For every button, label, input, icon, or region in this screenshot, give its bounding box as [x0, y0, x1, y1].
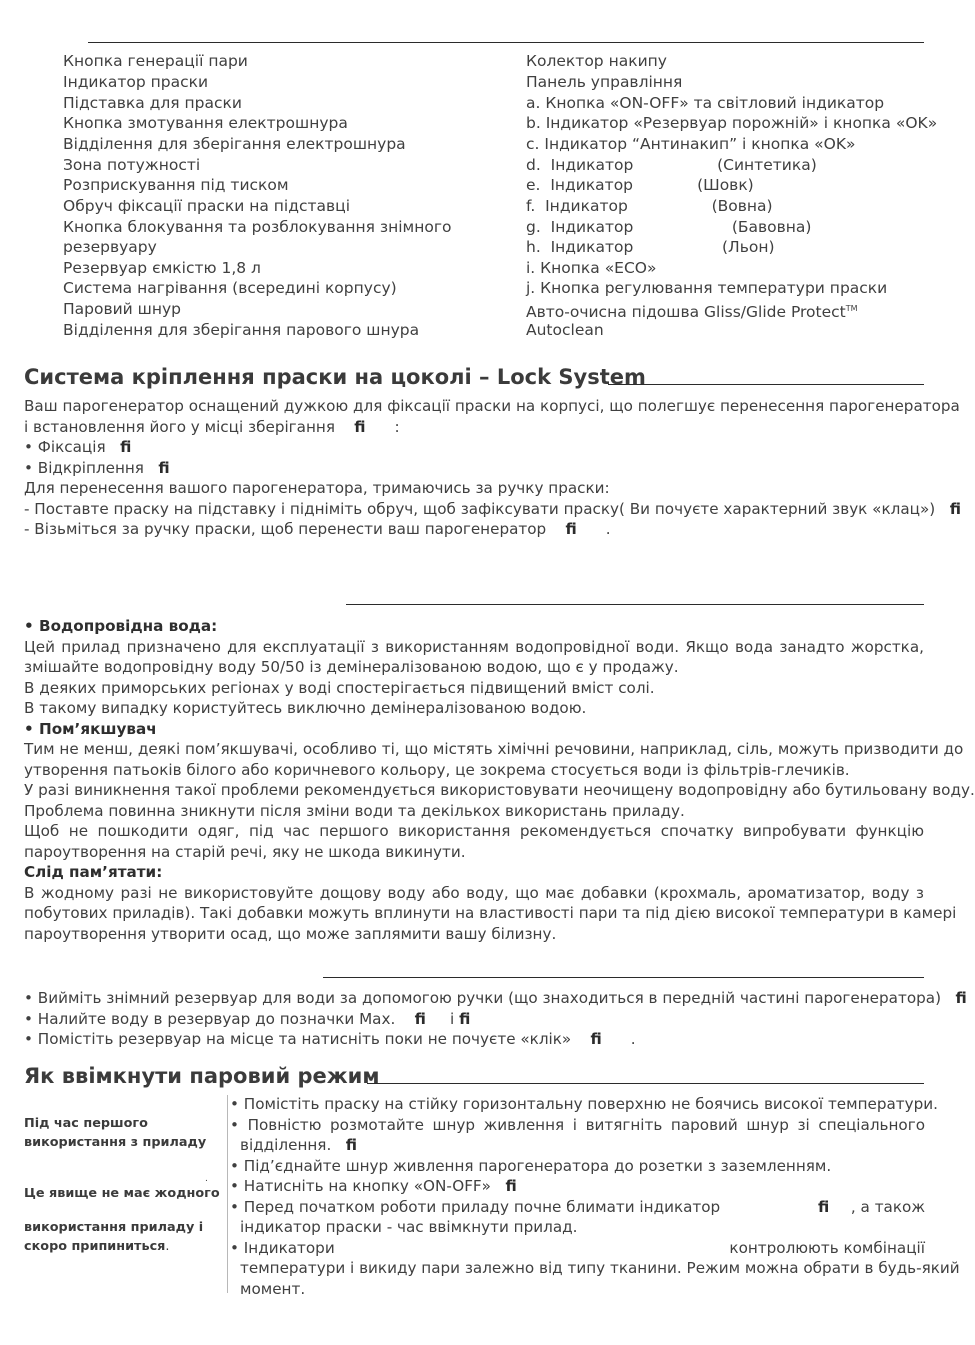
- lock-system-heading: Система кріплення праски на цоколі – Lock System: [24, 365, 646, 389]
- side-note: скоро припиниться.: [24, 1239, 170, 1254]
- part-item: Резервуар ємкістю 1,8 л: [63, 259, 261, 277]
- note-line: пароутворення утворити осад, що може заплямити вашу білизну.: [24, 924, 557, 943]
- lock-intro-line: і встановлення його у місці зберігання fi :: [24, 417, 400, 436]
- figure-ref-icon: fi: [565, 520, 577, 538]
- softener-line: У разі виникнення такої проблеми рекомендується використовувати неочищену водопровідну або бутильовану воду.: [24, 781, 975, 799]
- softener-line: утворення патьоків білого або коричневого кольору, це зокрема стосується води із фільтрів-глечиків.: [24, 760, 850, 779]
- lock-item-fix: • Фіксація fi: [24, 438, 132, 456]
- steam-step: • Перед початком роботи приладу почне блимати індикатор fi , а також: [230, 1197, 925, 1216]
- part-item: Панель управління: [526, 73, 683, 91]
- part-item: Кнопка блокування та розблокування знімного: [63, 218, 452, 236]
- figure-ref-icon: fi: [955, 989, 967, 1007]
- figure-ref-icon: fi: [505, 1177, 517, 1195]
- part-item: [526, 299, 858, 322]
- part-item: a. Кнопка «ON-OFF» та світловий індикатор: [526, 94, 885, 112]
- tap-water-line: В такому випадку користуйтесь виключно демінералізованою водою.: [24, 699, 587, 717]
- figure-ref-icon: fi: [120, 438, 132, 456]
- part-item: d. Індикатор (Синтетика): [526, 156, 817, 174]
- lock-step: - Візьміться за ручку праски, щоб перенести ваш парогенератор fi .: [24, 520, 611, 538]
- part-item: Розприскування під тиском: [63, 176, 289, 194]
- steam-step: відділення. fi: [240, 1136, 358, 1154]
- part-item: j. Кнопка регулювання температури праски: [526, 279, 888, 297]
- lock-item-release: • Відкріплення fi: [24, 458, 170, 477]
- part-item: Кнопка генерації пари: [63, 52, 248, 70]
- lock-section-body: [24, 396, 961, 540]
- figure-ref-icon: fi: [949, 499, 961, 518]
- part-item: Кнопка змотування електрошнура: [63, 114, 348, 132]
- part-item: b. Індикатор «Резервуар порожній» і кнопка «OK»: [526, 114, 938, 132]
- side-note: використання приладу і: [24, 1220, 204, 1235]
- softener-line: Тим не менш, деякі пом’якшувачі, особливо ті, що містять хімічні речовини, наприклад, сіль, можуть призводити до: [24, 740, 964, 758]
- part-item: Паровий шнур: [63, 300, 182, 318]
- side-note: Під час першого: [24, 1116, 148, 1131]
- water-section-rule: [346, 604, 924, 605]
- fill-step: • Вийміть знімний резервуар для води за допомогою ручки (що знаходиться в передній частині парогенератора) fi: [24, 989, 967, 1007]
- part-item: e. Індикатор (Шовк): [526, 176, 754, 194]
- part-item: Відділення для зберігання парового шнура: [63, 321, 420, 339]
- steam-step: • Натисніть на кнопку «ON-OFF» fi: [230, 1177, 517, 1195]
- steam-step: • Під’єднайте шнур живлення парогенератора до розетки з заземленням.: [230, 1156, 832, 1175]
- part-item: резервуару: [63, 238, 157, 256]
- figure-ref-icon: fi: [590, 1030, 602, 1048]
- part-item: Відділення для зберігання електрошнура: [63, 135, 406, 153]
- tap-water-title: • Водопровідна вода:: [24, 617, 218, 635]
- tap-water-line: змішайте водопровідну воду 50/50 із демінералізованою водою, що є у продажу.: [24, 658, 679, 676]
- softener-line: Щоб не пошкодити одяг, під час першого використання рекомендується спочатку випробувати функцію: [24, 822, 924, 840]
- tap-water-line: Цей прилад призначено для експлуатації з використанням водопровідної води. Якщо вода занадто жорстка,: [24, 637, 924, 656]
- steam-step: температури і викиду пари залежно від типу тканини. Режим можна обрати в будь-який: [240, 1259, 960, 1277]
- side-note-dot: .: [205, 1174, 208, 1184]
- fill-step: • Налийте воду в резервуар до позначки Max. fi і fi: [24, 1009, 471, 1028]
- lock-heading-rule: [608, 384, 924, 385]
- figure-ref-icon: fi: [158, 458, 170, 477]
- fill-section-rule: [323, 977, 924, 978]
- note-line: побутових приладів). Такі добавки можуть вплинути на властивості пари та під дією високої температури в камері: [24, 904, 957, 922]
- softener-line: пароутворення на старій речі, яку не шкода викинути.: [24, 842, 466, 861]
- part-item: h. Індикатор (Льон): [526, 238, 775, 256]
- part-item: Індикатор праски: [63, 73, 209, 91]
- softener-title: • Пом’якшувач: [24, 719, 157, 738]
- part-item: Autoclean: [526, 321, 604, 339]
- water-section-body: [24, 616, 975, 944]
- note-title: Слід пам’ятати:: [24, 863, 163, 881]
- part-item: Система нагрівання (всередині корпусу): [63, 279, 397, 297]
- steam-step: момент.: [240, 1279, 306, 1298]
- sidebar-divider: [227, 1095, 228, 1293]
- softener-line: Проблема повинна зникнути після зміни води та декількох використань приладу.: [24, 801, 685, 820]
- fill-step: • Помістіть резервуар на місце та натисніть поки не почуєте «клік» fi .: [24, 1030, 636, 1048]
- figure-ref-icon: fi: [414, 1009, 426, 1028]
- figure-ref-icon: fi: [459, 1009, 471, 1028]
- lock-intro-line: Ваш парогенератор оснащений дужкою для фіксації праски на корпусі, що полегшує перенесення парогенератора: [24, 397, 960, 415]
- trademark-mark: TM: [845, 304, 858, 313]
- part-item: Обруч фіксації праски на підставці: [63, 197, 350, 215]
- lock-carry-line: Для перенесення вашого парогенератора, тримаючись за ручку праски:: [24, 479, 610, 497]
- tap-water-line: В деяких приморських регіонах у воді спостерігається підвищений вміст солі.: [24, 678, 655, 697]
- note-line: В жодному разі не використовуйте дощову воду або воду, що має добавки (крохмаль, ароматизатор, воду з: [24, 883, 924, 902]
- steam-heading-rule: [367, 1083, 924, 1084]
- figure-ref-icon: fi: [354, 417, 366, 436]
- part-item: i. Кнопка «ECO»: [526, 259, 657, 277]
- part-item: Колектор накипу: [526, 52, 667, 70]
- part-item: f. Індикатор (Вовна): [526, 197, 773, 215]
- steam-steps: [230, 1094, 960, 1299]
- steam-step: • Помістіть праску на стійку горизонтальну поверхню не боячись високої температури.: [230, 1095, 938, 1113]
- side-note: використання з приладу: [24, 1135, 207, 1150]
- part-item: g. Індикатор (Бавовна): [526, 218, 812, 236]
- top-rule: [88, 42, 924, 43]
- steam-step: • Повністю розмотайте шнур живлення і витягніть паровий шнур зі спеціального: [230, 1115, 925, 1134]
- part-item: c. Індикатор “Антинакип” і кнопка «OK»: [526, 135, 856, 153]
- soleplate-label: Авто-очисна підошва Gliss/Glide Protect: [526, 303, 846, 322]
- part-item: Підставка для праски: [63, 94, 242, 112]
- fill-section-body: [24, 988, 967, 1050]
- steam-step: індикатор праски - час ввімкнути прилад.: [240, 1218, 578, 1236]
- steam-mode-heading: Як ввімкнути паровий режим: [24, 1064, 380, 1088]
- part-item: Зона потужності: [63, 156, 201, 174]
- side-note: Це явище не має жодного: [24, 1186, 220, 1201]
- lock-step: - Поставте праску на підставку і підніміть обруч, щоб зафіксувати праску( Ви почуєте характерний звук «клац») fi: [24, 499, 961, 518]
- steam-step: • Індикатори контролюють комбінації: [230, 1238, 925, 1257]
- figure-ref-icon: fi: [345, 1136, 358, 1154]
- figure-ref-icon: fi: [818, 1197, 830, 1216]
